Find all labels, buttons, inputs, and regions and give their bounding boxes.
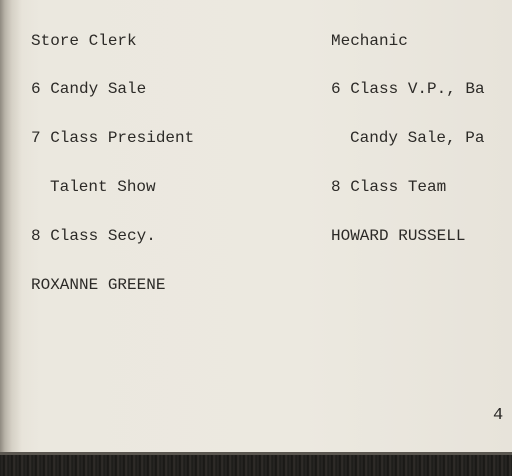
page-number: 4: [493, 406, 504, 425]
student-activity-line: 8 Class Secy.: [31, 227, 156, 246]
student-activity-line: Candy Sale, Pa: [350, 129, 485, 148]
student-activity-line: 6 Class V.P., Ba: [331, 80, 485, 99]
student-activity-line: 7 Class President: [31, 129, 195, 148]
student-activity-line: Store Clerk: [31, 31, 137, 50]
student-activity-line: Mechanic: [331, 31, 408, 50]
student-name: ROXANNE GREENE: [31, 276, 166, 295]
right-student-column: [331, 0, 485, 277]
student-name: HOWARD RUSSELL: [331, 227, 466, 246]
book-binding-edge: [0, 0, 22, 476]
student-activity-line: 8 Class Team: [331, 178, 447, 197]
bleed-through-text: [190, 12, 310, 212]
page-bottom-edge: [0, 452, 512, 476]
student-activity-line: Talent Show: [50, 178, 156, 197]
student-activity-line: 6 Candy Sale: [31, 80, 147, 99]
left-student-column: [31, 0, 194, 326]
